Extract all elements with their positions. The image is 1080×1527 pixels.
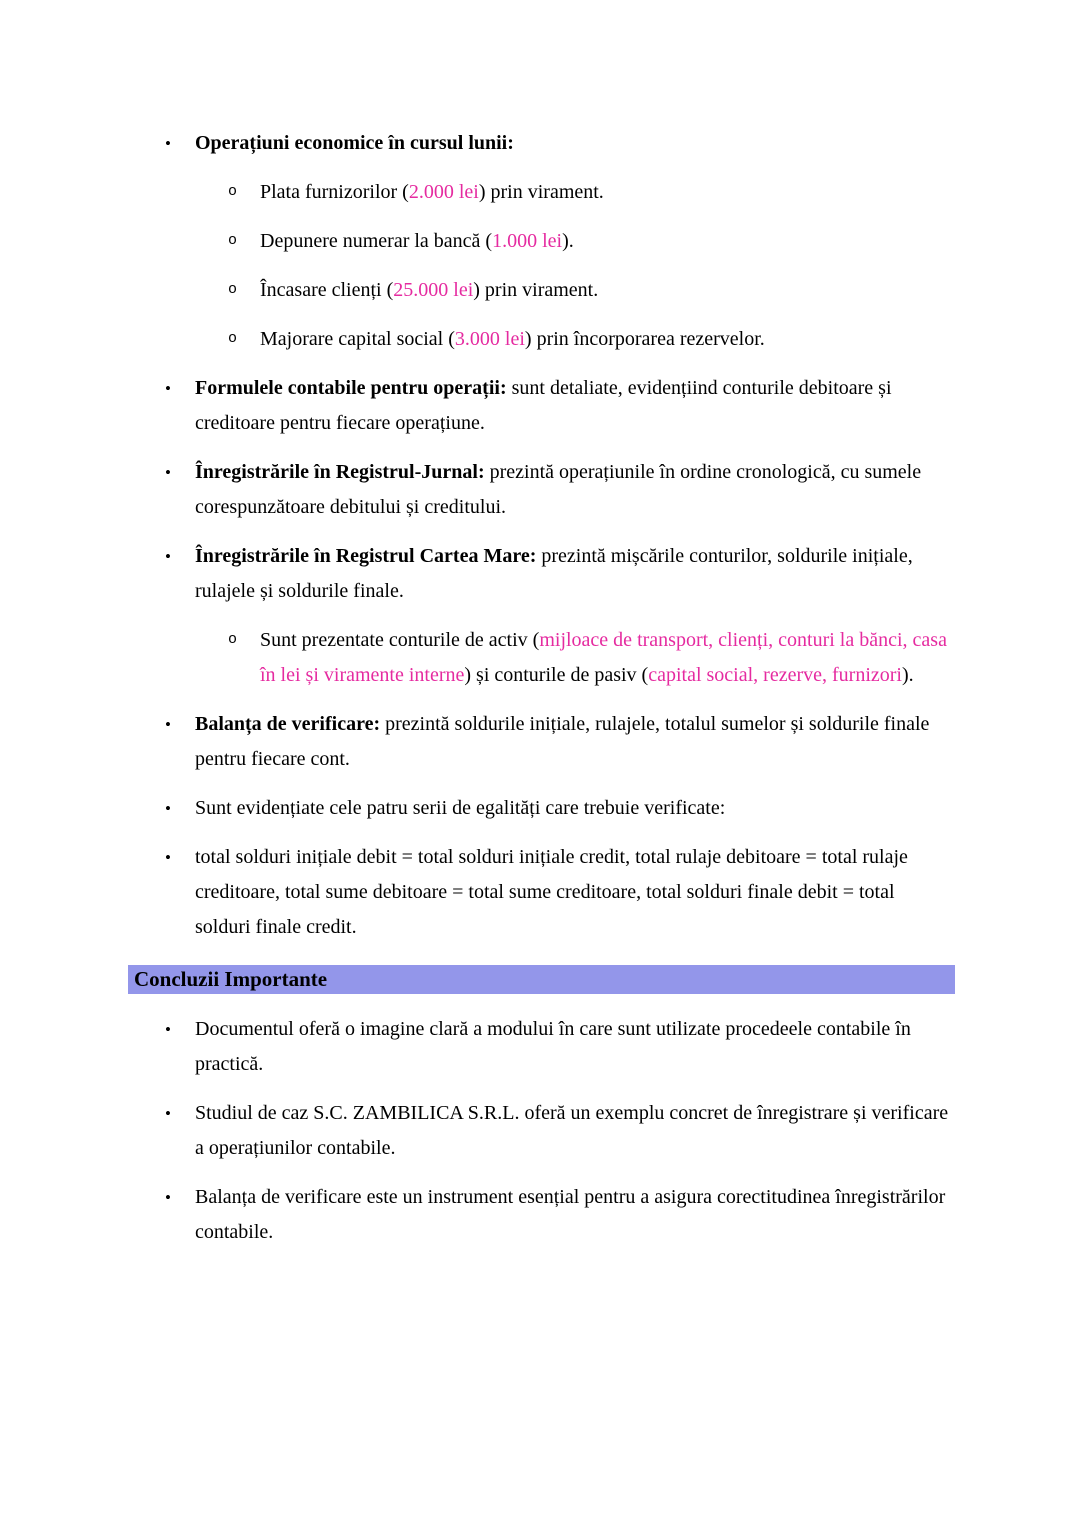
- text-segment: Balanța de verificare este un instrument esențial pentru a asigura corectitudinea înregistrărilor contabile.: [195, 1186, 946, 1243]
- text-segment: Documentul oferă o imagine clară a modului în care sunt utilizate procedeele contabile în practică.: [195, 1018, 911, 1075]
- text-segment: total solduri inițiale debit = total solduri inițiale credit, total rulaje debitoare = total rulaje creditoare, total sume debitoare = total sume creditoare, total solduri finale debit = total solduri finale credit.: [195, 846, 908, 938]
- section-heading-text: Concluzii Importante: [134, 967, 328, 991]
- text-segment: Depunere numerar la bancă (: [260, 230, 493, 252]
- circle-marker-icon: o: [228, 281, 238, 298]
- text-segment: sunt detaliate, evidențiind conturile debitoare și creditoare pentru fiecare operațiune.: [195, 377, 892, 434]
- bullet-marker-icon: •: [165, 1020, 171, 1039]
- text-segment: Înregistrările în Registrul Cartea Mare:: [195, 545, 537, 567]
- text-segment: Balanța de verificare:: [195, 713, 381, 735]
- bullet-item: [128, 840, 955, 945]
- highlighted-value: 1.000 lei: [492, 230, 563, 252]
- text-segment: Studiul de caz S.C. ZAMBILICA S.R.L. oferă un exemplu concret de înregistrare și verificare a operațiunilor contabile.: [195, 1102, 949, 1159]
- bullet-item: [128, 1180, 955, 1250]
- highlighted-value: mijloace de transport, clienți, conturi la bănci, casa în lei și viramente interne: [260, 629, 947, 686]
- bullet-marker-icon: •: [165, 799, 171, 818]
- bullet-marker-icon: •: [165, 715, 171, 734]
- text-segment: ).: [562, 230, 574, 252]
- sub-bullet-item: [128, 273, 955, 308]
- bullet-marker-icon: •: [165, 547, 171, 566]
- highlighted-value: 2.000 lei: [408, 181, 479, 203]
- text-segment: Înregistrările în Registrul-Jurnal:: [195, 461, 485, 483]
- bullet-marker-icon: •: [165, 1104, 171, 1123]
- text-segment: Sunt prezentate conturile de activ (: [260, 629, 540, 651]
- item-text: [260, 224, 955, 259]
- text-segment: ).: [901, 664, 914, 686]
- bullet-marker-icon: •: [165, 1188, 171, 1207]
- bullet-item: [128, 371, 955, 441]
- item-text: [195, 1012, 955, 1082]
- text-segment: Plata furnizorilor (: [260, 181, 409, 203]
- highlighted-value: capital social, rezerve, furnizori: [648, 664, 902, 686]
- text-segment: ) prin virament.: [473, 279, 599, 301]
- document-content: [128, 126, 955, 1250]
- bullet-item: [128, 539, 955, 609]
- bullet-item: [128, 455, 955, 525]
- text-segment: ) și conturile de pasiv (: [464, 664, 649, 686]
- bullet-item: [128, 1012, 955, 1082]
- text-segment: ) prin virament.: [478, 181, 604, 203]
- sub-bullet-item: [128, 322, 955, 357]
- text-segment: prezintă soldurile inițiale, rulajele, totalul sumelor și soldurile finale pentru fiecare cont.: [195, 713, 930, 770]
- circle-marker-icon: o: [228, 232, 238, 249]
- text-segment: Încasare clienți (: [260, 279, 394, 301]
- item-text: [195, 539, 955, 609]
- item-text: [195, 371, 955, 441]
- text-segment: Operațiuni economice în cursul lunii:: [195, 132, 514, 154]
- sub-bullet-item: [128, 175, 955, 210]
- bullet-item: [128, 707, 955, 777]
- item-text: [260, 175, 955, 210]
- text-segment: Formulele contabile pentru operații:: [195, 377, 507, 399]
- bullet-item: [128, 1096, 955, 1166]
- bullet-marker-icon: •: [165, 134, 171, 153]
- item-text: [195, 707, 955, 777]
- bullet-item: [128, 126, 955, 161]
- highlighted-value: 25.000 lei: [393, 279, 474, 301]
- item-text: [195, 1180, 955, 1250]
- bullet-marker-icon: •: [165, 463, 171, 482]
- text-segment: ) prin încorporarea rezervelor.: [524, 328, 765, 350]
- item-text: [195, 455, 955, 525]
- item-text: [195, 1096, 955, 1166]
- text-segment: Majorare capital social (: [260, 328, 455, 350]
- circle-marker-icon: o: [228, 183, 238, 200]
- bullet-marker-icon: •: [165, 848, 171, 867]
- item-text: [195, 840, 955, 945]
- text-segment: Sunt evidențiate cele patru serii de egalități care trebuie verificate:: [195, 797, 726, 819]
- item-text: [195, 126, 955, 161]
- circle-marker-icon: o: [228, 631, 238, 648]
- item-text: [260, 273, 955, 308]
- bullet-marker-icon: •: [165, 379, 171, 398]
- sub-bullet-item: [128, 224, 955, 259]
- circle-marker-icon: o: [228, 330, 238, 347]
- text-segment: prezintă operațiunile în ordine cronologică, cu sumele corespunzătoare debitului și creditului.: [195, 461, 922, 518]
- item-text: [195, 791, 955, 826]
- bullet-item: [128, 791, 955, 826]
- text-segment: prezintă mișcările conturilor, soldurile inițiale, rulajele și soldurile finale.: [195, 545, 913, 602]
- highlighted-value: 3.000 lei: [454, 328, 525, 350]
- item-text: [260, 623, 955, 693]
- sub-bullet-item: [128, 623, 955, 693]
- section-heading: [128, 965, 955, 994]
- item-text: [260, 322, 955, 357]
